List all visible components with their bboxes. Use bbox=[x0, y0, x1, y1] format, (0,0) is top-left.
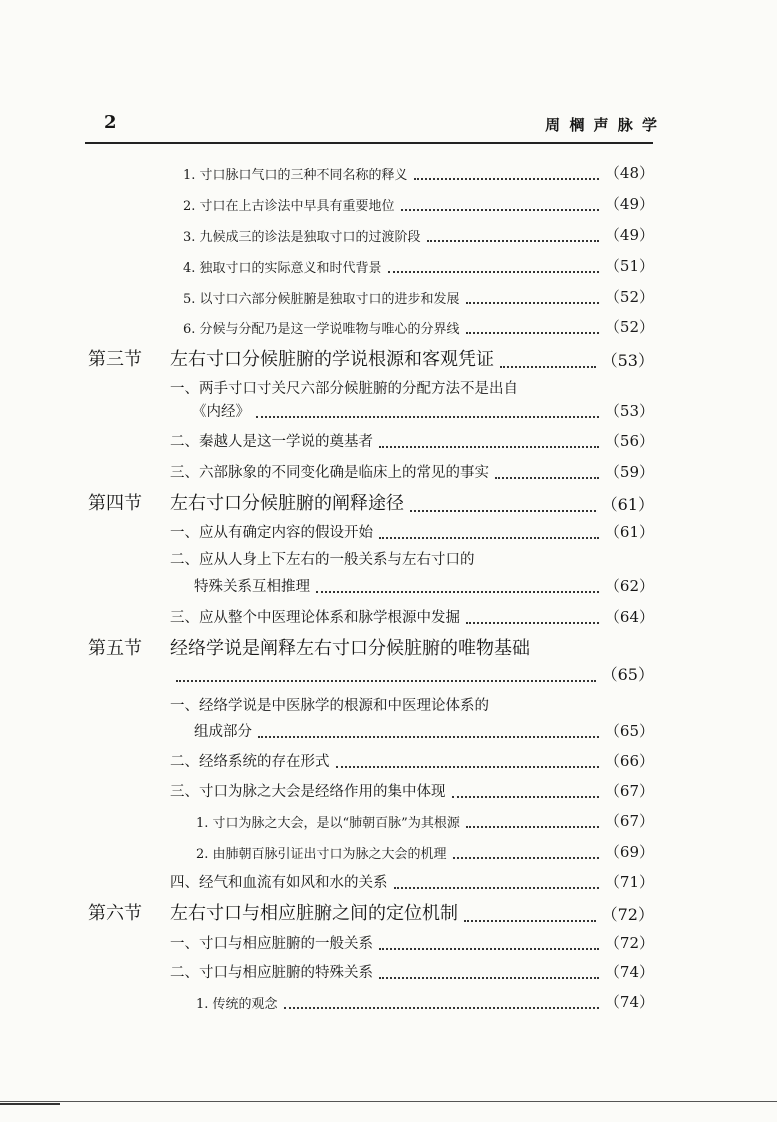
toc-entry bbox=[170, 662, 654, 685]
toc-page-number: （65） bbox=[604, 722, 654, 740]
toc-page-number: （51） bbox=[604, 257, 654, 275]
dot-leader bbox=[466, 330, 599, 334]
dot-leader bbox=[394, 885, 599, 889]
dot-leader bbox=[388, 269, 599, 273]
toc-entry-title: 特殊关系互相推理 bbox=[194, 579, 310, 595]
dot-leader bbox=[495, 475, 599, 479]
toc-entry-title: 2. 由肺朝百脉引证出寸口为脉之大会的机理 bbox=[196, 847, 447, 862]
toc-page-number: （48） bbox=[604, 164, 654, 182]
dot-leader bbox=[466, 620, 599, 624]
toc-entry-title: 二、经络系统的存在形式 bbox=[170, 754, 330, 770]
bottom-rule bbox=[0, 1101, 777, 1102]
dot-leader bbox=[401, 207, 599, 211]
toc-entry-title: 组成部分 bbox=[194, 724, 252, 740]
dot-leader bbox=[176, 678, 596, 682]
toc-page-number: （71） bbox=[604, 873, 654, 891]
toc-entry-title: 4. 独取寸口的实际意义和时代背景 bbox=[183, 261, 382, 276]
toc-entry-title: 二、秦越人是这一学说的奠基者 bbox=[170, 434, 373, 450]
toc-entry bbox=[196, 841, 654, 862]
toc-entry bbox=[170, 871, 654, 892]
toc-section-label: 第四节 bbox=[88, 493, 142, 514]
toc-entry bbox=[170, 780, 654, 801]
dot-leader bbox=[466, 824, 599, 828]
toc-entry bbox=[183, 224, 654, 245]
toc-entry bbox=[170, 961, 654, 982]
toc-entry-title: 《内经》 bbox=[192, 404, 250, 420]
toc-entry bbox=[183, 316, 654, 337]
dot-leader bbox=[316, 589, 599, 593]
dot-leader bbox=[410, 508, 596, 512]
dot-leader bbox=[379, 535, 599, 539]
toc-entry bbox=[170, 750, 654, 771]
toc-entry bbox=[183, 286, 654, 307]
toc-entry bbox=[170, 899, 654, 925]
toc-entry-title: 四、经气和血流有如风和水的关系 bbox=[170, 875, 388, 891]
toc-page-number: （74） bbox=[604, 993, 654, 1011]
toc-page-number: （67） bbox=[604, 782, 654, 800]
toc-entry-line: 一、经络学说是中医脉学的根源和中医理论体系的 bbox=[170, 698, 489, 714]
dot-leader bbox=[256, 414, 599, 418]
toc-page-number: （74） bbox=[604, 963, 654, 981]
dot-leader bbox=[379, 946, 599, 950]
toc-page-number: （61） bbox=[604, 523, 654, 541]
toc-entry bbox=[183, 255, 654, 276]
toc-entry bbox=[170, 606, 654, 627]
toc-entry-line: 一、两手寸口寸关尺六部分候脏腑的分配方法不是出自 bbox=[170, 381, 518, 397]
dot-leader bbox=[414, 176, 599, 180]
toc-entry-line: 经络学说是阐释左右寸口分候脏腑的唯物基础 bbox=[170, 638, 530, 659]
toc-page-number: （72） bbox=[604, 934, 654, 952]
toc-page-number: （64） bbox=[604, 608, 654, 626]
dot-leader bbox=[500, 364, 596, 368]
dot-leader bbox=[379, 975, 599, 979]
toc-entry bbox=[183, 162, 654, 183]
toc-page-number: （53） bbox=[604, 402, 654, 420]
toc-entry-title: 5. 以寸口六部分候脏腑是独取寸口的进步和发展 bbox=[183, 292, 460, 307]
bottom-rule-accent bbox=[0, 1103, 60, 1105]
dot-leader bbox=[284, 1005, 599, 1009]
toc-entry bbox=[183, 193, 654, 214]
page-number: 2 bbox=[104, 112, 117, 133]
dot-leader bbox=[427, 238, 599, 242]
toc-entry bbox=[170, 932, 654, 953]
toc-entry bbox=[170, 430, 654, 451]
dot-leader bbox=[453, 855, 599, 859]
toc-page-number: （56） bbox=[604, 432, 654, 450]
toc-page-number: （61） bbox=[601, 495, 654, 514]
dot-leader bbox=[379, 444, 599, 448]
toc-entry bbox=[170, 489, 654, 515]
toc-entry-line: 二、应从人身上下左右的一般关系与左右寸口的 bbox=[170, 552, 475, 568]
toc-page-number: （52） bbox=[604, 318, 654, 336]
toc-section-label: 第六节 bbox=[88, 903, 142, 924]
dot-leader bbox=[452, 794, 599, 798]
dot-leader bbox=[466, 300, 599, 304]
toc-entry-title: 1. 寸口为脉之大会，是以“肺朝百脉”为其根源 bbox=[196, 816, 460, 831]
toc-entry-title: 三、应从整个中医理论体系和脉学根源中发掘 bbox=[170, 610, 460, 626]
toc-page-number: （49） bbox=[604, 195, 654, 213]
toc-entry bbox=[170, 345, 654, 371]
running-head: 周 棡 声 脉 学 bbox=[545, 116, 659, 134]
toc-entry-title: 二、寸口与相应脏腑的特殊关系 bbox=[170, 965, 373, 981]
toc-page-number: （49） bbox=[604, 226, 654, 244]
toc-entry-title: 1. 寸口脉口气口的三种不同名称的释义 bbox=[183, 168, 408, 183]
toc-entry-title: 一、应从有确定内容的假设开始 bbox=[170, 525, 373, 541]
toc-entry-title: 6. 分候与分配乃是这一学说唯物与唯心的分界线 bbox=[183, 322, 460, 337]
toc-page-number: （53） bbox=[601, 351, 654, 370]
dot-leader bbox=[464, 918, 596, 922]
toc-entry-title: 一、寸口与相应脏腑的一般关系 bbox=[170, 936, 373, 952]
toc-entry-title: 左右寸口分候脏腑的阐释途径 bbox=[170, 493, 404, 514]
toc-entry-title: 左右寸口与相应脏腑之间的定位机制 bbox=[170, 903, 458, 924]
toc-entry-title: 2. 寸口在上古诊法中早具有重要地位 bbox=[183, 199, 395, 214]
toc-entry-title: 三、寸口为脉之大会是经络作用的集中体现 bbox=[170, 784, 446, 800]
toc-page-number: （52） bbox=[604, 288, 654, 306]
toc-entry bbox=[170, 521, 654, 542]
toc-entry bbox=[194, 720, 654, 741]
toc-entry bbox=[192, 400, 654, 421]
toc-entry bbox=[196, 991, 654, 1012]
dot-leader bbox=[258, 734, 599, 738]
toc-page-number: （69） bbox=[604, 843, 654, 861]
toc-page-number: （62） bbox=[604, 577, 654, 595]
toc-entry-title: 三、六部脉象的不同变化确是临床上的常见的事实 bbox=[170, 465, 489, 481]
toc-entry bbox=[194, 575, 654, 596]
toc-page-number: （59） bbox=[604, 463, 654, 481]
toc-entry bbox=[196, 810, 654, 831]
toc-entry bbox=[170, 461, 654, 482]
toc-page-number: （67） bbox=[604, 812, 654, 830]
dot-leader bbox=[336, 764, 599, 768]
toc-entry-title: 1. 传统的观念 bbox=[196, 997, 278, 1012]
toc-page-number: （72） bbox=[601, 905, 654, 924]
toc-entry-title: 3. 九候成三的诊法是独取寸口的过渡阶段 bbox=[183, 230, 421, 245]
toc-section-label: 第三节 bbox=[88, 349, 142, 370]
toc-section-label: 第五节 bbox=[88, 638, 142, 659]
toc-page-number: （66） bbox=[604, 752, 654, 770]
toc-page-number: （65） bbox=[601, 665, 654, 684]
toc-entry-title: 左右寸口分候脏腑的学说根源和客观凭证 bbox=[170, 349, 494, 370]
